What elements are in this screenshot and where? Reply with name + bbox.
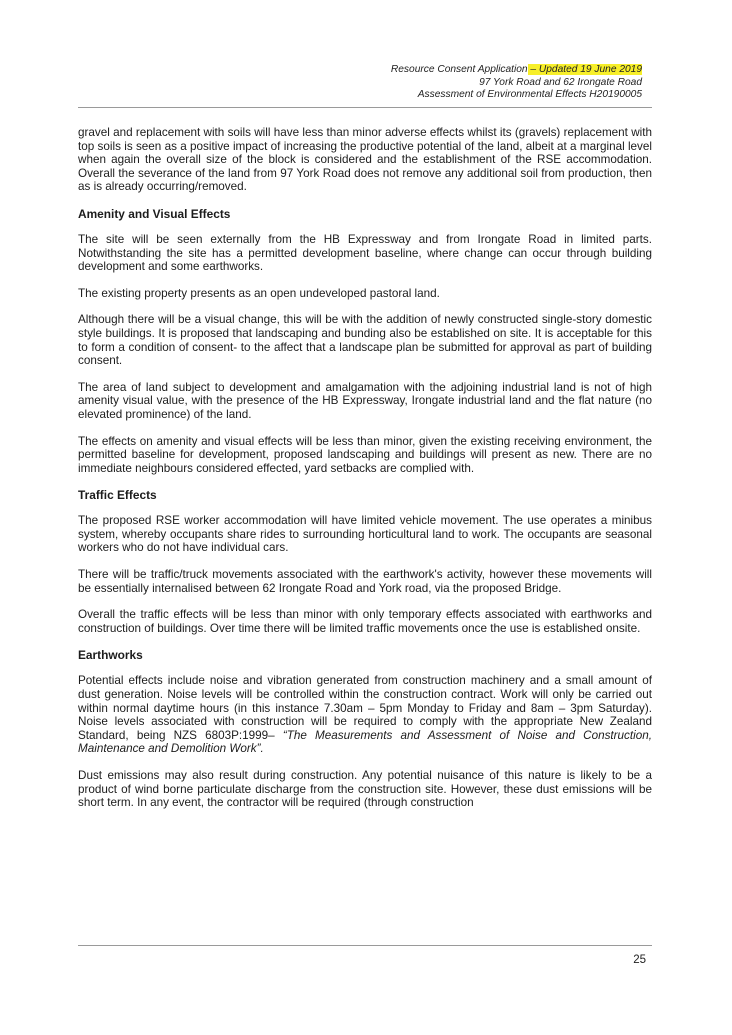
footer-divider [78, 945, 652, 946]
header-update-highlight: – Updated 19 June 2019 [527, 64, 642, 75]
amenity-paragraph-1: The site will be seen externally from the HB Expressway and from Irongate Road in limited parts. Notwithstanding the site has a permitted development baseline, where change can occur through building development and some earthworks. [78, 232, 652, 274]
amenity-paragraph-5: The effects on amenity and visual effects will be less than minor, given the existing receiving environment, the permitted baseline for development, proposed landscaping and buildings will present as new. There are no immediate neighbours considered effected, yard setbacks are complied with. [78, 434, 652, 475]
earthworks-p1-standard-title: “The Measurements and Assessment of Noise and Construction, Maintenance and Demolition Work”. [78, 728, 652, 756]
intro-paragraph: gravel and replacement with soils will have less than minor adverse effects whilst its (gravels) replacement with top soils is seen as a positive impact of increasing the productive potential of the land, albeit at a marginal level when again the overall size of the block is considered and the establishment of the RSE accommodation. Overall the severance of the land from 97 York Road does not remove any additional soil from production, then as is already occurring/removed. [78, 126, 652, 194]
earthworks-paragraph-2: Dust emissions may also result during construction. Any potential nuisance of this nature is likely to be a product of wind borne particulate discharge from the construction site. However, these dust emissions will be short term. In any event, the contractor will be required (through construction [78, 769, 652, 810]
amenity-paragraph-3: Although there will be a visual change, this will be with the addition of newly constructed single-story domestic style buildings. It is proposed that landscaping and bunding also be established on site. It is acceptable for this to form a condition of consent- to the affect that a landscape plan be submitted for approval as part of building consent. [78, 313, 652, 368]
heading-traffic: Traffic Effects [78, 488, 157, 503]
page-number: 25 [633, 954, 646, 966]
earthworks-p1-text: Potential effects include noise and vibration generated from construction machinery and a small amount of dust generation. Noise levels will be controlled within the construction contract. Work will only be carried out within normal daytime hours (in this instance 7.30am – 5pm Monday to Friday and 8am – 3pm Saturday). Noise levels associated with construction will be required to comply with the appropriate New Zealand Standard, being NZS 6803P:1999– [78, 674, 652, 742]
amenity-paragraph-2: The existing property presents as an open undeveloped pastoral land. [78, 286, 440, 300]
header-divider [78, 107, 652, 108]
amenity-paragraph-4: The area of land subject to development and amalgamation with the adjoining industrial land is not of high amenity visual value, with the presence of the HB Expressway, Irongate industrial land and the flat nature (no elevated prominence) of the land. [78, 380, 652, 421]
traffic-paragraph-3: Overall the traffic effects will be less than minor with only temporary effects associated with earthworks and construction of buildings. Over time there will be limited traffic movements once the use is established onsite. [78, 608, 652, 635]
heading-amenity: Amenity and Visual Effects [78, 206, 231, 221]
traffic-paragraph-1: The proposed RSE worker accommodation will have limited vehicle movement. The use operates a minibus system, whereby occupants share rides to surrounding horticultural land to work. The occupants are seasonal workers who do not have individual cars. [78, 514, 652, 555]
document-body [78, 126, 652, 823]
header-title: Resource Consent Application [390, 64, 528, 75]
document-header [391, 64, 642, 102]
header-line-1 [391, 64, 642, 77]
header-line-2: 97 York Road and 62 Irongate Road [479, 76, 642, 88]
traffic-paragraph-2: There will be traffic/truck movements associated with the earthwork's activity, however these movements will be essentially internalised between 62 Irongate Road and York road, via the proposed Bridge. [78, 568, 652, 595]
header-line-3: Assessment of Environmental Effects H20190005 [417, 89, 642, 101]
heading-earthworks: Earthworks [78, 648, 143, 663]
earthworks-paragraph-1 [78, 674, 652, 756]
